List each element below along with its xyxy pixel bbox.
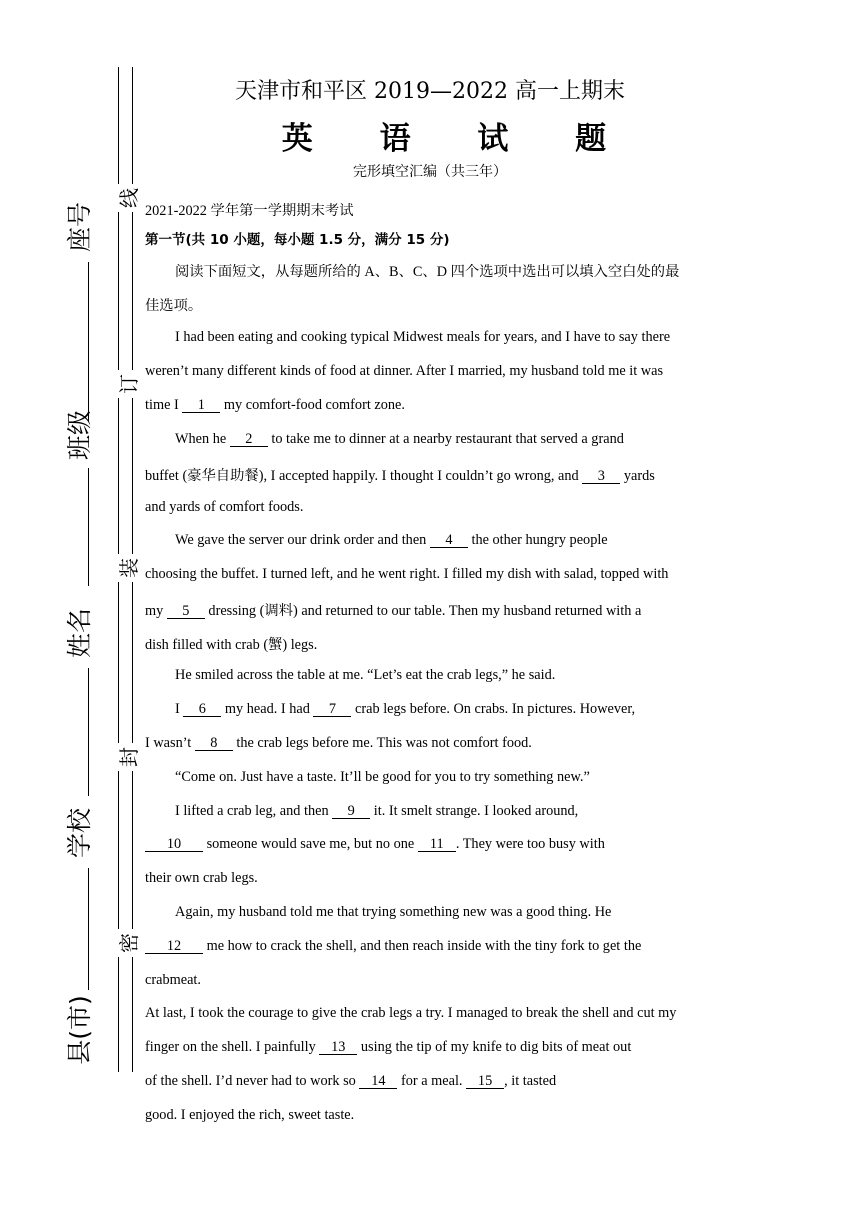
passage-line: At last, I took the courage to give the crab legs a try. I managed to break the shell and cut my bbox=[145, 1005, 677, 1021]
passage-line: choosing the buffet. I turned left, and he went right. I filled my dish with salad, topped with bbox=[145, 566, 669, 582]
passage-line: When he 2 to take me to dinner at a nearby restaurant that served a grand bbox=[175, 431, 624, 447]
passage-line: I lifted a crab leg, and then 9 it. It smelt strange. I looked around, bbox=[175, 803, 579, 819]
field-county: 县(市) bbox=[65, 995, 94, 1065]
blank-10: 10 bbox=[145, 837, 203, 852]
blank-8: 8 bbox=[195, 736, 233, 751]
passage-line: We gave the server our drink order and then 4 the other hungry people bbox=[175, 532, 608, 548]
blank-15: 15 bbox=[466, 1074, 504, 1089]
passage-line: He smiled across the table at me. “Let’s eat the crab legs,” he said. bbox=[175, 667, 556, 683]
seal-char-xian: 线 bbox=[113, 184, 137, 212]
passage-line: “Come on. Just have a taste. It’ll be good for you to try something new.” bbox=[175, 769, 590, 785]
part-heading: 第一节(共 10 小题，每小题 1.5 分，满分 15 分) bbox=[145, 232, 450, 248]
field-class: 班级 bbox=[65, 410, 94, 461]
passage-line: I wasn’t 8 the crab legs before me. This was not comfort food. bbox=[145, 735, 532, 751]
passage-line: their own crab legs. bbox=[145, 870, 258, 886]
field-name: 姓名 bbox=[65, 608, 94, 659]
passage-line: time I 1 my comfort-food comfort zone. bbox=[145, 397, 405, 413]
passage-line: dish filled with crab (蟹) legs. bbox=[145, 637, 318, 653]
seal-char-feng: 封 bbox=[113, 743, 137, 771]
seal-char-zhuang: 装 bbox=[113, 554, 137, 582]
passage-line: 12 me how to crack the shell, and then reach inside with the tiny fork to get the bbox=[145, 938, 641, 955]
passage-line: crabmeat. bbox=[145, 972, 201, 988]
passage-line: good. I enjoyed the rich, sweet taste. bbox=[145, 1107, 355, 1123]
blank-1: 1 bbox=[182, 398, 220, 413]
passage-line: and yards of comfort foods. bbox=[145, 499, 304, 515]
blank-12: 12 bbox=[145, 939, 203, 954]
seal-char-mi: 密 bbox=[113, 929, 137, 957]
passage-line: of the shell. I’d never had to work so 14 for a meal. 15 , it tasted bbox=[145, 1073, 557, 1089]
doc-subtitle: 完形填空汇编（共三年） bbox=[353, 164, 507, 180]
blank-3: 3 bbox=[582, 469, 620, 484]
blank-6: 6 bbox=[183, 702, 221, 717]
seal-char-ding: 订 bbox=[113, 370, 137, 398]
blank-11: 11 bbox=[418, 837, 456, 852]
passage-line: I 6 my head. I had 7 crab legs before. On crabs. In pictures. However, bbox=[175, 701, 636, 717]
exam-label: 2021-2022 学年第一学期期末考试 bbox=[145, 203, 354, 219]
field-seat-number: 座号 bbox=[65, 202, 94, 253]
passage-line: buffet (豪华自助餐), I accepted happily. I thought I couldn’t go wrong, and 3 yards bbox=[145, 468, 655, 484]
blank-2: 2 bbox=[230, 432, 268, 447]
field-name-line bbox=[88, 668, 89, 796]
passage-line: I had been eating and cooking typical Midwest meals for years, and I have to say there bbox=[175, 329, 671, 345]
field-school: 学校 bbox=[65, 808, 94, 859]
blank-7: 7 bbox=[313, 702, 351, 717]
passage-line: finger on the shell. I painfully 13 using the tip of my knife to dig bits of meat out bbox=[145, 1039, 632, 1055]
instruction-line-2: 佳选项。 bbox=[145, 298, 203, 314]
blank-5: 5 bbox=[167, 604, 205, 619]
field-class-line bbox=[88, 468, 89, 586]
passage-line: my 5 dressing (调料) and returned to our table. Then my husband returned with a bbox=[145, 603, 642, 619]
blank-4: 4 bbox=[430, 533, 468, 548]
passage-line: weren’t many different kinds of food at dinner. After I married, my husband told me it was bbox=[145, 363, 664, 379]
doc-title: 天津市和平区 2019—2022 高一上期末 bbox=[235, 79, 625, 104]
field-school-line bbox=[88, 868, 89, 990]
field-seat-number-line bbox=[88, 262, 89, 422]
passage-line: 10 someone would save me, but no one 11 . They were too busy with bbox=[145, 836, 605, 853]
passage-line: Again, my husband told me that trying something new was a good thing. He bbox=[175, 904, 612, 920]
blank-13: 13 bbox=[319, 1040, 357, 1055]
instruction-line-1: 阅读下面短文，从每题所给的 A、B、C、D 四个选项中选出可以填入空白处的最 bbox=[175, 264, 680, 280]
doc-subject: 英 语 试 题 bbox=[281, 121, 635, 157]
blank-9: 9 bbox=[332, 804, 370, 819]
blank-14: 14 bbox=[359, 1074, 397, 1089]
